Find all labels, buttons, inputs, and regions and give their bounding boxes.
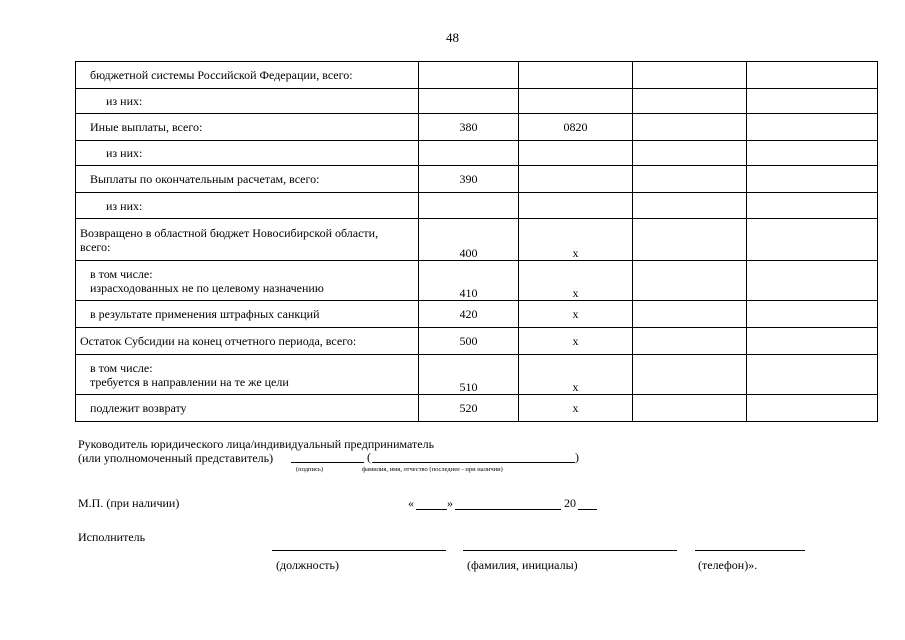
executor-name-line [463,550,677,551]
empty-cell [747,219,878,261]
row-value: x [519,355,633,395]
signature-block [78,437,434,465]
empty-cell [633,261,747,301]
year-line [578,509,597,510]
row-label [76,141,419,166]
row-label [76,328,419,355]
empty-cell [633,193,747,219]
table-row [76,328,878,355]
empty-cell [747,395,878,422]
day-line [416,509,447,510]
report-table [75,61,878,422]
empty-cell [747,355,878,395]
row-code [419,89,519,114]
row-value: x [519,219,633,261]
row-code: 410 [419,261,519,301]
row-value: x [519,301,633,328]
row-code [419,62,519,89]
table-row [76,395,878,422]
table-row [76,89,878,114]
row-label-text: Возвращено в областной бюджет Новосибирской области, [80,225,379,240]
row-label-text: Остаток Субсидии на конец отчетного периода, всего: [80,334,357,348]
year-prefix: 20 [564,496,576,510]
row-label-text: в том числе: [90,266,153,281]
row-label-text: из них: [106,146,143,160]
row-label [76,355,419,395]
empty-cell [633,166,747,193]
row-code: 390 [419,166,519,193]
row-sublabel-text: израсходованных не по целевому назначению [90,280,324,295]
row-code [419,193,519,219]
executor-name-caption: (фамилия, инициалы) [467,558,578,572]
row-label [76,193,419,219]
signature-representative: (или уполномоченный представитель) [78,451,274,465]
row-code: 510 [419,355,519,395]
table-row [76,301,878,328]
row-value [519,166,633,193]
name-caption: фамилия, имя, отчество (последнее - при наличии) [362,466,503,473]
page-number: 48 [446,30,459,45]
row-value: 0820 [519,114,633,141]
row-label-text: из них: [106,198,143,213]
empty-cell [633,141,747,166]
empty-cell [747,166,878,193]
empty-cell [633,328,747,355]
quote-close: » [447,496,453,510]
table-row [76,193,878,219]
row-code: 400 [419,219,519,261]
empty-cell [747,114,878,141]
table-row [76,166,878,193]
row-sublabel-text: требуется в направлении на те же цели [90,374,289,389]
row-label [76,166,419,193]
empty-cell [747,301,878,328]
row-code: 500 [419,328,519,355]
row-value [519,62,633,89]
phone-caption: (телефон)». [698,558,758,572]
row-label [76,301,419,328]
signature-line [291,462,364,463]
row-label [76,261,419,301]
empty-cell [633,89,747,114]
executor-label: Исполнитель [78,530,146,544]
name-line [372,462,575,463]
signature-title: Руководитель юридического лица/индивидуальный предприниматель [78,437,435,451]
row-code: 380 [419,114,519,141]
empty-cell [633,114,747,141]
signature-caption: (подпись) [296,466,323,473]
row-code: 420 [419,301,519,328]
paren-close: ) [575,450,579,464]
empty-cell [747,261,878,301]
row-label-text: бюджетной системы Российской Федерации, всего: [90,68,353,82]
row-label [76,395,419,422]
table-row [76,261,878,301]
row-value [519,193,633,219]
row-label [76,62,419,89]
row-label-text: Выплаты по окончательным расчетам, всего: [90,172,320,186]
row-label [76,89,419,114]
stamp-label: М.П. (при наличии) [78,496,180,510]
empty-cell [747,141,878,166]
row-label-text: в том числе: [90,360,153,375]
empty-cell [633,62,747,89]
empty-cell [633,395,747,422]
row-label-text: подлежит возврату [90,401,187,415]
quote-open: « [408,496,414,510]
phone-line [695,550,805,551]
row-sublabel-text: всего: [80,239,111,254]
empty-cell [747,193,878,219]
row-label [76,219,419,261]
position-line [272,550,446,551]
row-label-text: в результате применения штрафных санкций [90,307,320,321]
row-value: x [519,261,633,301]
empty-cell [633,301,747,328]
row-label-text: Иные выплаты, всего: [90,120,203,134]
empty-cell [747,328,878,355]
month-line [455,509,561,510]
paren-open: ( [367,450,371,464]
empty-cell [633,219,747,261]
table-row [76,355,878,395]
empty-cell [747,62,878,89]
table-row [76,219,878,261]
row-label-text: из них: [106,94,143,108]
row-code [419,141,519,166]
row-label [76,114,419,141]
empty-cell [633,355,747,395]
row-value: x [519,328,633,355]
table-row [76,141,878,166]
table-row [76,62,878,89]
row-value: x [519,395,633,422]
empty-cell [747,89,878,114]
position-caption: (должность) [276,558,339,572]
row-value [519,89,633,114]
row-value [519,141,633,166]
row-code: 520 [419,395,519,422]
table-row [76,114,878,141]
